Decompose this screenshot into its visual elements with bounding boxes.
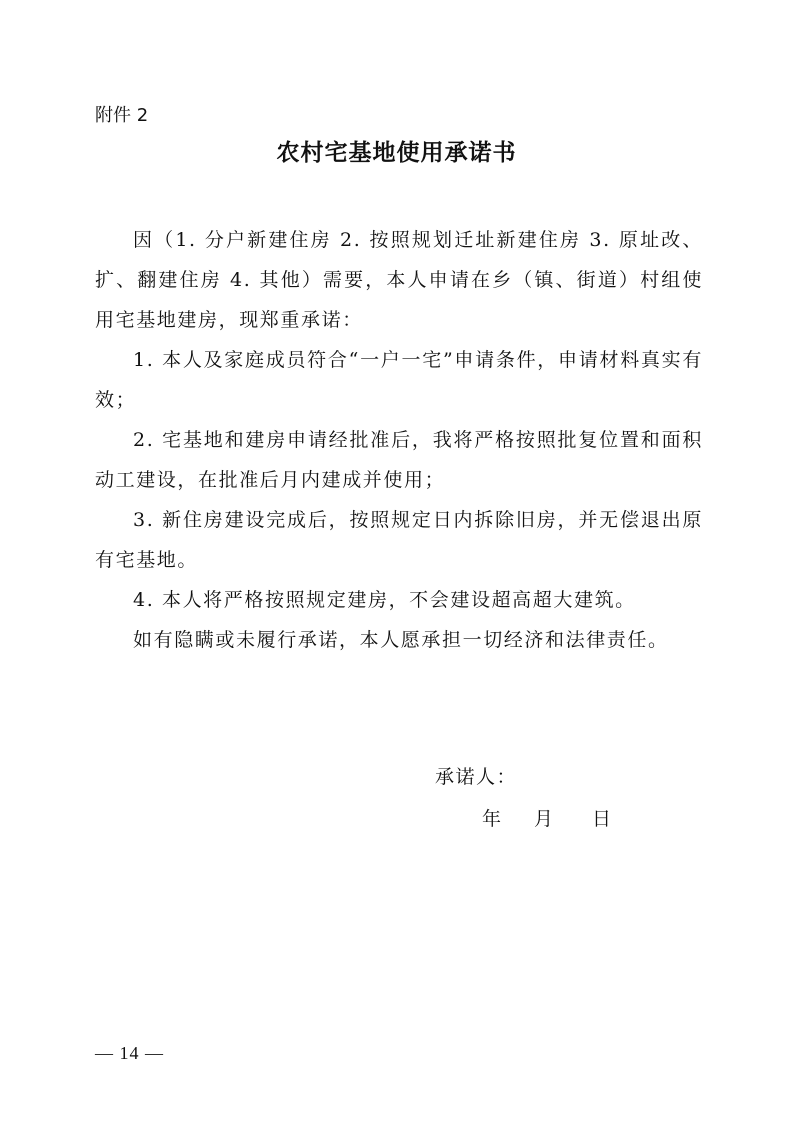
paragraph-liability: 如有隐瞒或未履行承诺，本人愿承担一切经济和法律责任。 (133, 629, 669, 651)
paragraph-commitment-2: 2. 宅基地和建房申请经批准后，我将严格按照批复位置和面积动工建设，在批准后月内建成并使用； (95, 429, 703, 491)
paragraph-commitment-3: 3. 新住房建设完成后，按照规定日内拆除旧房，并无偿退出原有宅基地。 (95, 509, 703, 571)
paragraph-commitment-4: 4. 本人将严格按照规定建房，不会建设超高超大建筑。 (133, 589, 636, 611)
paragraph-commitment-1: 1. 本人及家庭成员符合“一户一宅”申请条件，申请材料真实有效； (95, 349, 703, 411)
date-year: 年 (482, 808, 502, 830)
page-number: — 14 — (95, 1043, 164, 1063)
signature-label: 承诺人： (435, 766, 518, 788)
date-day: 日 (592, 808, 612, 830)
paragraph-intro: 因（1. 分户新建住房 2. 按照规划迁址新建住房 3. 原址改、扩、翻建住房 4. 其他）需要，本人申请在乡（镇、街道）村组使用宅基地建房，现郑重承诺： (95, 229, 703, 331)
document-title: 农村宅基地使用承诺书 (276, 140, 517, 166)
signature-date (482, 804, 611, 834)
document-body (95, 220, 703, 660)
attachment-label: 附件 2 (95, 105, 149, 126)
date-month: 月 (534, 808, 554, 830)
